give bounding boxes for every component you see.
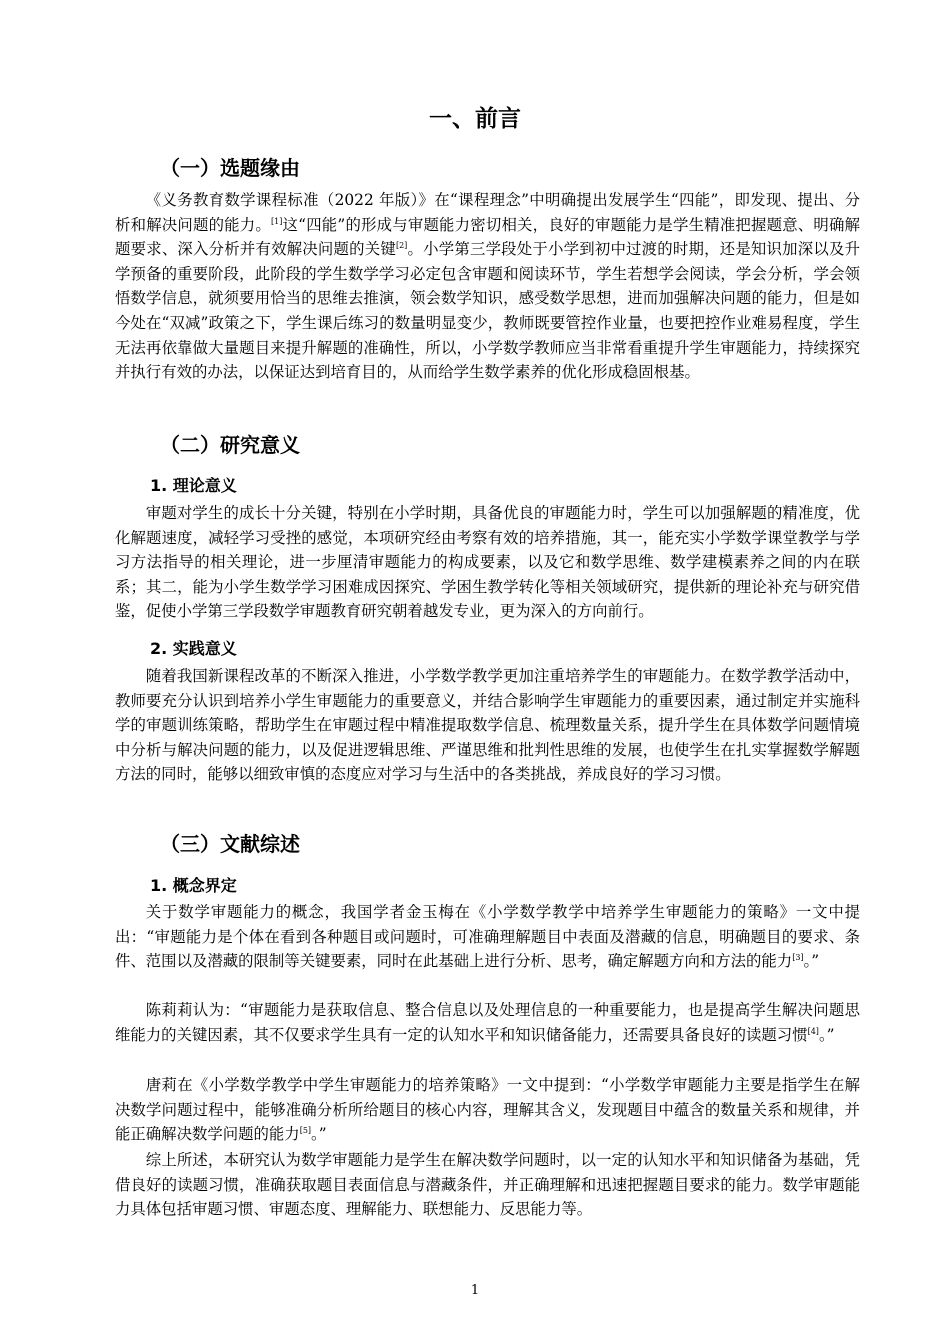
citation-2: [2] xyxy=(395,241,408,251)
chapter-title: 一、前言 xyxy=(429,106,521,132)
paragraph-theory: 审题对学生的成长十分关键，特别在小学时期，具备优良的审题能力时，学生可以加强解题的精准度，优化解题速度，减轻学习受挫的感觉，本项研究经由考察有效的培养措施，其一，能充实小学数学课堂教学与学习方法指导的相关理论，进一步厘清审题能力的构成要素，以及它和数学思维、数学建模素养之间的内在联系；其二，能为小学生数学学习困难成因探究、学困生教学转化等相关领域研究，提供新的理论补充与研究借鉴，促使小学第三学段数学审题教育研究朝着越发专业，更为深入的方向前行。 xyxy=(115,504,860,621)
citation-4: [4] xyxy=(807,1026,819,1036)
section-heading-2: （二）研究意义 xyxy=(160,433,300,457)
section-heading-1: （一）选题缘由 xyxy=(160,156,300,180)
paragraph-topic-origin: 《义务教育数学课程标准（2022 年版）》在“课程理念”中明确提出发展学生“四能”，即发现、提出、分析和解决问题的能力。[1]这“四能”的形成与审题能力密切相关，良好的审题能力是学生精准把握题意、明确解题要求、深入分析并有效解决问题的关键[2]。小学第三学段处于小学到初中过渡的时期，还是知识加深以及升学预备的重要阶段，此阶段的学生数学学习必定包含审题和阅读环节，学生若想学会阅读，学会分析，学会领悟数学信息，就须要用恰当的思维去推演，领会数学知识，感受数学思想，进而加强解决问题的能力，但是如今处在“双减”政策之下，学生课后练习的数量明显变少，教师既要管控作业量，也要把控作业难易程度，学生无法再依靠做大量题目来提升解题的准确性，所以，小学数学教师应当非常看重提升学生审题能力，持续探究并执行有效的办法，以保证达到培育目的，从而给学生数学素养的优化形成稳固根基。 xyxy=(115,191,860,382)
paragraph-jin-yumei: 关于数学审题能力的概念，我国学者金玉梅在《小学数学教学中培养学生审题能力的策略》一文中提出：“审题能力是个体在看到各种题目或问题时，可准确理解题目中表面及潜藏的信息，明确题目的要求、条件、范围以及潜藏的限制等关键要素，同时在此基础上进行分析、思考，确定解题方向和方法的能力[3]。” xyxy=(115,903,860,971)
citation-1: [1] xyxy=(270,216,283,226)
page-number: 1 xyxy=(470,1283,480,1298)
paragraph-chen-lili: 陈莉莉认为：“审题能力是获取信息、整合信息以及处理信息的一种重要能力，也是提高学生解决问题思维能力的关键因素，其不仅要求学生具有一定的认知水平和知识储备能力，还需要具备良好的读题习惯[4]。” xyxy=(115,1001,860,1044)
subheading-theory: 1. 理论意义 xyxy=(150,476,237,495)
paragraph-summary: 综上所述，本研究认为数学审题能力是学生在解决数学问题时，以一定的认知水平和知识储备为基础，凭借良好的读题习惯，准确获取题目表面信息与潜藏条件，并正确理解和迅速把握题目要求的能力。数学审题能力具体包括审题习惯、审题态度、理解能力、联想能力、反思能力等。 xyxy=(115,1151,860,1219)
paragraph-tang-li: 唐莉在《小学数学教学中学生审题能力的培养策略》一文中提到：“小学数学审题能力主要是指学生在解决数学问题过程中，能够准确分析所给题目的核心内容，理解其含义，发现题目中蕴含的数量关系和规律，并能正确解决数学问题的能力[5]。” xyxy=(115,1076,860,1144)
citation-3: [3] xyxy=(792,953,804,963)
citation-5: [5] xyxy=(299,1126,312,1136)
subheading-practice: 2. 实践意义 xyxy=(150,639,237,658)
section-heading-3: （三）文献综述 xyxy=(160,832,300,856)
subheading-concept: 1. 概念界定 xyxy=(150,876,237,895)
paragraph-practice: 随着我国新课程改革的不断深入推进，小学数学教学更加注重培养学生的审题能力。在数学教学活动中，教师要充分认识到培养小学生审题能力的重要意义，并结合影响学生审题能力的重要因素，通过制定并实施科学的审题训练策略，帮助学生在审题过程中精准提取数学信息、梳理数量关系，提升学生在具体数学问题情境中分析与解决问题的能力，以及促进逻辑思维、严谨思维和批判性思维的发展，也使学生在扎实掌握数学解题方法的同时，能够以细致审慎的态度应对学习与生活中的各类挑战，养成良好的学习习惯。 xyxy=(115,667,860,784)
